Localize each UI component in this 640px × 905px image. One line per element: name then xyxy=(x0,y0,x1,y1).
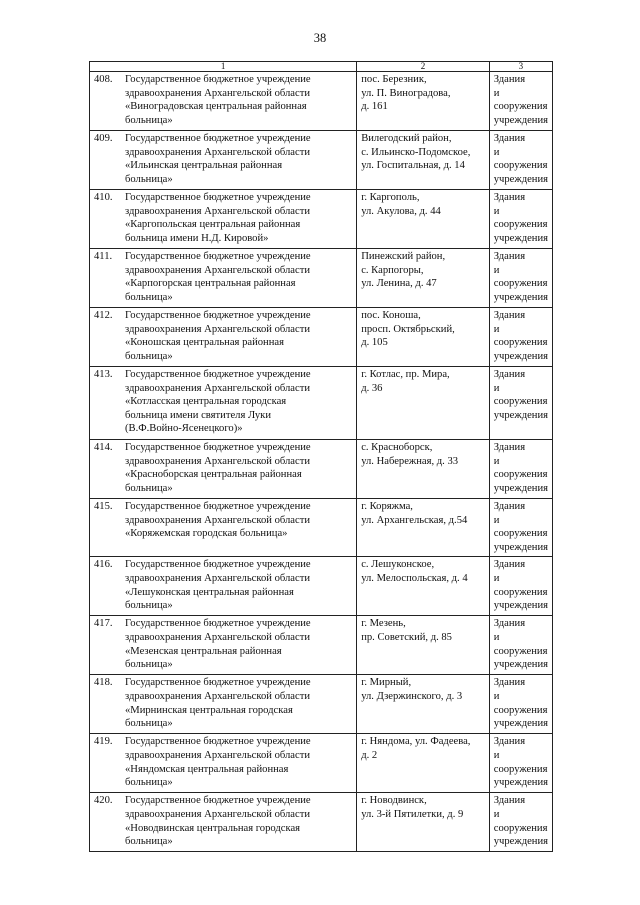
institution-name-line: Государственное бюджетное учреждение xyxy=(125,501,311,512)
table-row xyxy=(90,499,553,557)
table-row xyxy=(90,675,553,734)
address-cell: пос. Березник, ул. П. Виноградова, д. 161 xyxy=(357,72,490,131)
table-row xyxy=(90,734,553,793)
object-cell: Здания и сооружения учреждения xyxy=(489,72,552,131)
institution-name-line: Государственное бюджетное учреждение xyxy=(125,74,311,85)
table-header-row xyxy=(90,62,553,72)
object-cell: Здания и сооружения учреждения xyxy=(489,131,552,190)
institution-name-line: (В.Ф.Войно-Ясенецкого)» xyxy=(125,423,243,435)
institution-name-line: здравоохранения Архангельской области xyxy=(125,264,311,276)
institution-name-line: больница» xyxy=(125,350,173,362)
row-number: 410. xyxy=(94,192,113,203)
institution-name-line: «Карпогорская центральная районная xyxy=(125,278,296,290)
table-row xyxy=(90,367,553,440)
column-header: 3 xyxy=(489,62,552,72)
institution-name-line: здравоохранения Архангельской области xyxy=(125,323,311,335)
table-row xyxy=(90,616,553,675)
institution-name-line: здравоохранения Архангельской области xyxy=(125,382,311,394)
institution-name-line: «Коношская центральная районная xyxy=(125,337,284,349)
address-cell: г. Новодвинск, ул. 3-й Пятилетки, д. 9 xyxy=(357,793,490,852)
institution-name-line: «Виноградовская центральная районная xyxy=(125,101,307,113)
row-number: 418. xyxy=(94,677,113,689)
row-number: 412. xyxy=(94,310,113,321)
institution-name-line: больница» xyxy=(125,173,173,185)
object-cell: Здания и сооружения учреждения xyxy=(489,367,552,440)
institution-name-line: здравоохранения Архангельской области xyxy=(125,514,311,526)
object-cell: Здания и сооружения учреждения xyxy=(489,308,552,367)
institution-name-line: «Каргопольская центральная районная xyxy=(125,219,301,231)
institution-name-cell xyxy=(90,675,357,734)
table-row xyxy=(90,557,553,616)
institution-name-line: «Мезенская центральная районная xyxy=(125,645,282,657)
institution-name-line: Государственное бюджетное учреждение xyxy=(125,133,311,144)
row-number: 417. xyxy=(94,618,113,630)
institution-name-line: больница» xyxy=(125,659,173,671)
address-cell: пос. Коноша, просп. Октябрьский, д. 105 xyxy=(357,308,490,367)
institution-name-line: «Котласская центральная городская xyxy=(125,396,287,408)
institution-name-cell xyxy=(90,734,357,793)
institution-name-line: Государственное бюджетное учреждение xyxy=(125,369,311,380)
institution-name-cell xyxy=(90,499,357,557)
address-cell: г. Няндома, ул. Фадеева, д. 2 xyxy=(357,734,490,793)
table-row xyxy=(90,308,553,367)
row-number: 411. xyxy=(94,251,113,262)
row-number: 408. xyxy=(94,74,113,85)
institution-name-line: Государственное бюджетное учреждение xyxy=(125,618,311,630)
table-row xyxy=(90,793,553,852)
object-cell: Здания и сооружения учреждения xyxy=(489,249,552,308)
institution-name-line: больница имени святителя Луки xyxy=(125,409,271,421)
institution-name-line: Государственное бюджетное учреждение xyxy=(125,736,311,748)
institution-name-cell xyxy=(90,557,357,616)
institution-name-cell xyxy=(90,249,357,308)
column-header: 1 xyxy=(90,62,357,72)
address-cell: с. Красноборск, ул. Набережная, д. 33 xyxy=(357,440,490,499)
object-cell: Здания и сооружения учреждения xyxy=(489,793,552,852)
institution-name-line: больница» xyxy=(125,836,173,848)
object-cell: Здания и сооружения учреждения xyxy=(489,190,552,249)
institution-name-line: больница» xyxy=(125,777,173,789)
institution-name-line: Государственное бюджетное учреждение xyxy=(125,251,311,262)
institution-name-line: здравоохранения Архангельской области xyxy=(125,205,311,217)
table-row xyxy=(90,72,553,131)
institution-name-line: здравоохранения Архангельской области xyxy=(125,631,311,643)
institution-name-line: Государственное бюджетное учреждение xyxy=(125,310,311,321)
institution-name-line: «Мирнинская центральная городская xyxy=(125,704,293,716)
address-cell: г. Коряжма, ул. Архангельская, д.54 xyxy=(357,499,490,557)
institution-name-cell xyxy=(90,440,357,499)
institution-name-line: здравоохранения Архангельской области xyxy=(125,146,311,158)
object-cell: Здания и сооружения учреждения xyxy=(489,440,552,499)
institution-name-line: больница» xyxy=(125,291,173,303)
institution-name-cell xyxy=(90,308,357,367)
table-row xyxy=(90,131,553,190)
row-number: 414. xyxy=(94,442,113,453)
institution-name-line: Государственное бюджетное учреждение xyxy=(125,192,311,203)
institution-name-line: больница» xyxy=(125,482,173,494)
institution-name-cell xyxy=(90,72,357,131)
address-cell: г. Мирный, ул. Дзержинского, д. 3 xyxy=(357,675,490,734)
address-cell: с. Лешуконское, ул. Мелоспольская, д. 4 xyxy=(357,557,490,616)
page-number: 38 xyxy=(313,31,327,45)
institution-name-line: здравоохранения Архангельской области xyxy=(125,455,311,467)
facilities-table xyxy=(89,61,553,852)
institution-name-line: Государственное бюджетное учреждение xyxy=(125,559,311,571)
column-header: 2 xyxy=(357,62,490,72)
table-row xyxy=(90,190,553,249)
institution-name-line: больница» xyxy=(125,114,173,126)
institution-name-line: «Красноборская центральная районная xyxy=(125,469,302,481)
object-cell: Здания и сооружения учреждения xyxy=(489,675,552,734)
institution-name-line: Государственное бюджетное учреждение xyxy=(125,677,311,689)
object-cell: Здания и сооружения учреждения xyxy=(489,616,552,675)
institution-name-line: «Лешуконская центральная районная xyxy=(125,586,294,598)
institution-name-cell xyxy=(90,793,357,852)
institution-name-line: больница» xyxy=(125,718,173,730)
institution-name-line: «Коряжемская городская больница» xyxy=(125,528,288,540)
row-number: 409. xyxy=(94,133,113,144)
row-number: 415. xyxy=(94,501,113,512)
institution-name-cell xyxy=(90,131,357,190)
institution-name-line: больница имени Н.Д. Кировой» xyxy=(125,232,269,244)
row-number: 420. xyxy=(94,795,113,807)
row-number: 419. xyxy=(94,736,113,748)
institution-name-line: Государственное бюджетное учреждение xyxy=(125,442,311,453)
institution-name-line: здравоохранения Архангельской области xyxy=(125,572,311,584)
institution-name-cell xyxy=(90,367,357,440)
object-cell: Здания и сооружения учреждения xyxy=(489,499,552,557)
address-cell: Вилегодский район, с. Ильинско-Подомское, ул. Госпитальная, д. 14 xyxy=(357,131,490,190)
institution-name-cell xyxy=(90,616,357,675)
object-cell: Здания и сооружения учреждения xyxy=(489,557,552,616)
institution-name-line: Государственное бюджетное учреждение xyxy=(125,795,311,807)
institution-name-line: здравоохранения Архангельской области xyxy=(125,87,311,99)
row-number: 413. xyxy=(94,369,113,380)
address-cell: г. Котлас, пр. Мира, д. 36 xyxy=(357,367,490,440)
address-cell: г. Мезень, пр. Советский, д. 85 xyxy=(357,616,490,675)
institution-name-line: «Няндомская центральная районная xyxy=(125,763,289,775)
table-row xyxy=(90,440,553,499)
institution-name-line: здравоохранения Архангельской области xyxy=(125,690,311,702)
institution-name-line: «Ильинская центральная районная xyxy=(125,160,283,172)
institution-name-line: «Новодвинская центральная городская xyxy=(125,822,301,834)
object-cell: Здания и сооружения учреждения xyxy=(489,734,552,793)
row-number: 416. xyxy=(94,559,113,571)
institution-name-line: здравоохранения Архангельской области xyxy=(125,808,311,820)
address-cell: г. Каргополь, ул. Акулова, д. 44 xyxy=(357,190,490,249)
institution-name-line: здравоохранения Архангельской области xyxy=(125,749,311,761)
institution-name-line: больница» xyxy=(125,600,173,612)
institution-name-cell xyxy=(90,190,357,249)
address-cell: Пинежский район, с. Карпогоры, ул. Ленина, д. 47 xyxy=(357,249,490,308)
table-row xyxy=(90,249,553,308)
